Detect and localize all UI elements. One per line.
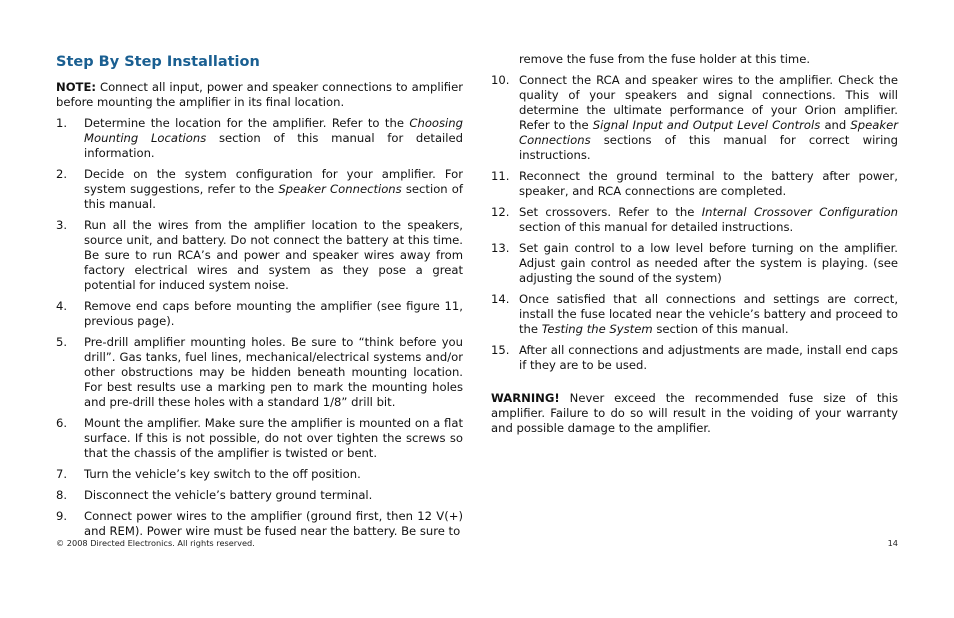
step-number: 15. xyxy=(491,343,510,357)
step-item: 13. Set gain control to a low level before turning on the amplifier. Adjust gain control as needed after the system is playing. (see adjusting the sound of the system) xyxy=(491,241,898,285)
step-item: 12. Set crossovers. Refer to the Internal Crossover Configuration section of this manual for detailed instructions. xyxy=(491,205,898,234)
step-item: 9. Connect power wires to the amplifier (ground first, then 12 V(+) and REM). Power wire must be fused near the battery. Be sure to xyxy=(56,509,463,538)
right-column xyxy=(491,52,898,436)
step-number: 7. xyxy=(56,467,68,481)
step-number: 5. xyxy=(56,335,68,349)
step-item: 8. Disconnect the vehicle’s battery ground terminal. xyxy=(56,488,373,502)
warning-label: WARNING! xyxy=(491,391,560,405)
step-item: 3. Run all the wires from the amplifier location to the speakers, source unit, and battery. Do not connect the battery at this time. Be sure to run RCA’s and power and speaker wires away from factory electrical wires and system as they pose a great potential for induced system noise. xyxy=(56,218,463,292)
step-number: 9. xyxy=(56,509,68,523)
note-text: Connect all input, power and speaker connections to amplifier before mounting the amplifier in its final location. xyxy=(56,80,463,109)
step-item: 2. Decide on the system configuration for your amplifier. For system suggestions, refer to the Speaker Connections section of this manual. xyxy=(56,167,463,211)
note-label: NOTE: xyxy=(56,80,97,94)
warning-text: Never exceed the recommended fuse size of this amplifier. Failure to do so will result in the voiding of your warranty and possible damage to the amplifier. xyxy=(491,391,898,435)
step-number: 8. xyxy=(56,488,68,502)
step-number: 11. xyxy=(491,169,510,183)
step-number: 4. xyxy=(56,299,68,313)
copyright-text: © 2008 Directed Electronics. All rights reserved. xyxy=(56,538,255,548)
step-item: 15. After all connections and adjustments are made, install end caps if they are to be used. xyxy=(491,343,898,372)
steps-list-right xyxy=(491,73,898,373)
step-number: 3. xyxy=(56,218,68,232)
step-item: 11. Reconnect the ground terminal to the battery after power, speaker, and RCA connections are completed. xyxy=(491,169,898,198)
step-item: 14. Once satisfied that all connections and settings are correct, install the fuse located near the vehicle’s battery and proceed to the Testing the System section of this manual. xyxy=(491,292,898,336)
step-number: 6. xyxy=(56,416,68,430)
section-heading: Step By Step Installation xyxy=(56,54,260,70)
note-paragraph xyxy=(56,80,463,110)
step-item: 4. Remove end caps before mounting the amplifier (see figure 11, previous page). xyxy=(56,299,463,328)
step-number: 2. xyxy=(56,167,68,181)
step-number: 13. xyxy=(491,241,510,255)
left-column xyxy=(56,52,463,545)
warning-paragraph xyxy=(491,391,898,436)
step-number: 14. xyxy=(491,292,510,306)
step-9-continued: remove the fuse from the fuse holder at this time. xyxy=(519,52,811,66)
steps-list-left xyxy=(56,116,463,539)
step-number: 10. xyxy=(491,73,510,87)
step-item: 10. Connect the RCA and speaker wires to the amplifier. Check the quality of your speakers and signal connections. This will determine the ultimate performance of your Orion amplifier. Refer to the Signal Input and Output Level Controls and Speaker Connections sections of this manual for correct wiring instructions. xyxy=(491,73,898,162)
step-item: 7. Turn the vehicle’s key switch to the off position. xyxy=(56,467,361,481)
page-number: 14 xyxy=(887,538,898,548)
step-item: 5. Pre-drill amplifier mounting holes. Be sure to “think before you drill”. Gas tanks, fuel lines, mechanical/electrical systems and/or other obstructions may be hidden beneath mounting location. For best results use a marking pen to mark the mounting holes and pre-drill these holes with a standard 1/8” drill bit. xyxy=(56,335,463,409)
step-number: 1. xyxy=(56,116,68,130)
step-number: 12. xyxy=(491,205,510,219)
step-item: 6. Mount the amplifier. Make sure the amplifier is mounted on a flat surface. If this is not possible, do not over tighten the screws so that the chassis of the amplifier is twisted or bent. xyxy=(56,416,463,460)
step-item: 1. Determine the location for the amplifier. Refer to the Choosing Mounting Locations section of this manual for detailed information. xyxy=(56,116,463,160)
page-footer xyxy=(56,538,898,549)
